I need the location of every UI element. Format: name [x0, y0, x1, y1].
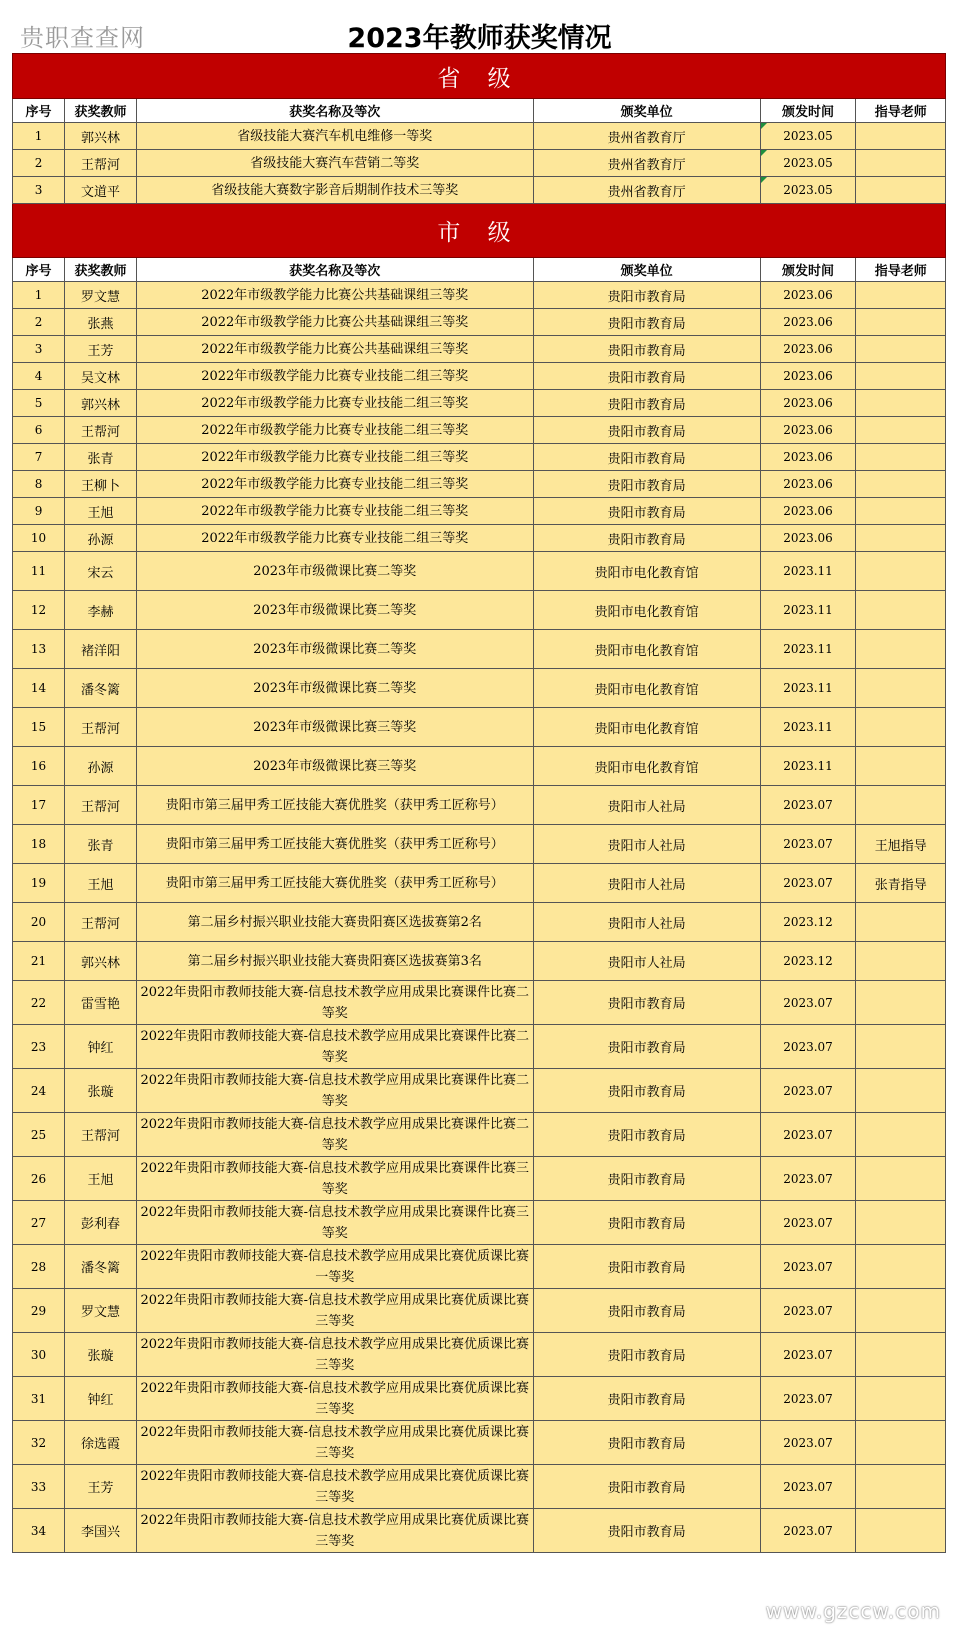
- cell-issuer: 贵阳市教育局: [533, 1509, 760, 1553]
- col-header-issuer: 颁奖单位: [533, 99, 760, 123]
- cell-no: 1: [13, 123, 65, 150]
- cell-award: 2022年贵阳市教师技能大赛-信息技术教学应用成果比赛课件比赛二等奖: [136, 1025, 533, 1069]
- section-banner: [13, 204, 946, 258]
- table-row: [13, 591, 946, 630]
- cell-issuer: 贵阳市电化教育馆: [533, 708, 760, 747]
- cell-award: 2022年贵阳市教师技能大赛-信息技术教学应用成果比赛优质课比赛三等奖: [136, 1509, 533, 1553]
- cell-teacher: 吴文林: [65, 363, 137, 390]
- cell-teacher: 张璇: [65, 1333, 137, 1377]
- cell-advisor: [856, 981, 946, 1025]
- cell-teacher: 王帮河: [65, 903, 137, 942]
- cell-award: 贵阳市第三届甲秀工匠技能大赛优胜奖（获甲秀工匠称号）: [136, 786, 533, 825]
- table-row: [13, 1289, 946, 1333]
- table-row: [13, 123, 946, 150]
- table-row: [13, 417, 946, 444]
- cell-issuer: 贵州省教育厅: [533, 123, 760, 150]
- cell-award: 2023年市级微课比赛二等奖: [136, 552, 533, 591]
- table-row: [13, 903, 946, 942]
- cell-teacher: 王柳卜: [65, 471, 137, 498]
- cell-date: 2023.07: [760, 1333, 856, 1377]
- table-row: [13, 864, 946, 903]
- cell-award: 2023年市级微课比赛三等奖: [136, 747, 533, 786]
- table-row: [13, 390, 946, 417]
- cell-no: 31: [13, 1377, 65, 1421]
- cell-advisor: [856, 747, 946, 786]
- cell-advisor: [856, 942, 946, 981]
- cell-advisor: [856, 1025, 946, 1069]
- cell-date: 2023.12: [760, 903, 856, 942]
- cell-date: 2023.07: [760, 1509, 856, 1553]
- cell-award: 2022年贵阳市教师技能大赛-信息技术教学应用成果比赛课件比赛二等奖: [136, 981, 533, 1025]
- cell-issuer: 贵阳市电化教育馆: [533, 552, 760, 591]
- cell-advisor: [856, 498, 946, 525]
- cell-award: 2022年市级教学能力比赛公共基础课组三等奖: [136, 282, 533, 309]
- cell-issuer: 贵阳市教育局: [533, 1025, 760, 1069]
- table-row: [13, 444, 946, 471]
- cell-advisor: [856, 1201, 946, 1245]
- cell-teacher: 李国兴: [65, 1509, 137, 1553]
- table-row: [13, 747, 946, 786]
- cell-no: 3: [13, 336, 65, 363]
- cell-issuer: 贵州省教育厅: [533, 177, 760, 204]
- cell-no: 7: [13, 444, 65, 471]
- cell-teacher: 褚洋阳: [65, 630, 137, 669]
- cell-no: 30: [13, 1333, 65, 1377]
- cell-advisor: [856, 525, 946, 552]
- cell-advisor: [856, 471, 946, 498]
- cell-award: 2022年贵阳市教师技能大赛-信息技术教学应用成果比赛优质课比赛三等奖: [136, 1333, 533, 1377]
- cell-award: 2023年市级微课比赛三等奖: [136, 708, 533, 747]
- cell-teacher: 王旭: [65, 1157, 137, 1201]
- cell-issuer: 贵阳市教育局: [533, 498, 760, 525]
- table-row: [13, 1333, 946, 1377]
- cell-date: 2023.07: [760, 1113, 856, 1157]
- table-row: [13, 471, 946, 498]
- cell-date: 2023.07: [760, 1377, 856, 1421]
- cell-teacher: 彭利春: [65, 1201, 137, 1245]
- cell-award: 省级技能大赛汽车营销二等奖: [136, 150, 533, 177]
- cell-award: 2022年市级教学能力比赛专业技能二组三等奖: [136, 390, 533, 417]
- section-title: 市 级: [13, 204, 946, 258]
- cell-no: 24: [13, 1069, 65, 1113]
- cell-date: 2023.11: [760, 630, 856, 669]
- cell-teacher: 孙源: [65, 525, 137, 552]
- cell-teacher: 王帮河: [65, 786, 137, 825]
- table-row: [13, 942, 946, 981]
- cell-award: 2022年贵阳市教师技能大赛-信息技术教学应用成果比赛优质课比赛三等奖: [136, 1377, 533, 1421]
- awards-sheet: [12, 53, 946, 1553]
- cell-issuer: 贵阳市教育局: [533, 1333, 760, 1377]
- cell-teacher: 王帮河: [65, 1113, 137, 1157]
- cell-issuer: 贵阳市教育局: [533, 1245, 760, 1289]
- cell-advisor: [856, 417, 946, 444]
- table-row: [13, 1509, 946, 1553]
- table-row: [13, 1421, 946, 1465]
- cell-award: 省级技能大赛汽车机电维修一等奖: [136, 123, 533, 150]
- cell-no: 34: [13, 1509, 65, 1553]
- col-header-date: 颁发时间: [760, 99, 856, 123]
- cell-advisor: [856, 1113, 946, 1157]
- cell-award: 2022年贵阳市教师技能大赛-信息技术教学应用成果比赛优质课比赛三等奖: [136, 1421, 533, 1465]
- table-row: [13, 1377, 946, 1421]
- cell-award: 省级技能大赛数字影音后期制作技术三等奖: [136, 177, 533, 204]
- cell-teacher: 雷雪艳: [65, 981, 137, 1025]
- cell-no: 17: [13, 786, 65, 825]
- cell-date: 2023.11: [760, 747, 856, 786]
- cell-award: 贵阳市第三届甲秀工匠技能大赛优胜奖（获甲秀工匠称号）: [136, 825, 533, 864]
- cell-teacher: 王旭: [65, 498, 137, 525]
- cell-no: 26: [13, 1157, 65, 1201]
- cell-advisor: [856, 1245, 946, 1289]
- cell-issuer: 贵阳市教育局: [533, 1289, 760, 1333]
- table-row: [13, 1025, 946, 1069]
- cell-teacher: 郭兴林: [65, 123, 137, 150]
- cell-award: 第二届乡村振兴职业技能大赛贵阳赛区选拔赛第2名: [136, 903, 533, 942]
- table-row: [13, 630, 946, 669]
- cell-no: 33: [13, 1465, 65, 1509]
- cell-advisor: [856, 177, 946, 204]
- cell-date: 2023.07: [760, 864, 856, 903]
- cell-no: 19: [13, 864, 65, 903]
- cell-advisor: 张青指导: [856, 864, 946, 903]
- cell-award: 2022年市级教学能力比赛专业技能二组三等奖: [136, 417, 533, 444]
- table-header-row: [13, 99, 946, 123]
- cell-advisor: [856, 552, 946, 591]
- cell-issuer: 贵阳市教育局: [533, 1201, 760, 1245]
- cell-issuer: 贵阳市电化教育馆: [533, 591, 760, 630]
- cell-issuer: 贵阳市人社局: [533, 825, 760, 864]
- cell-no: 2: [13, 150, 65, 177]
- table-row: [13, 309, 946, 336]
- cell-advisor: [856, 903, 946, 942]
- cell-date: 2023.07: [760, 1025, 856, 1069]
- table-row: [13, 552, 946, 591]
- cell-advisor: [856, 1377, 946, 1421]
- cell-date: 2023.06: [760, 390, 856, 417]
- cell-date: 2023.07: [760, 1289, 856, 1333]
- cell-no: 11: [13, 552, 65, 591]
- cell-teacher: 李赫: [65, 591, 137, 630]
- cell-no: 23: [13, 1025, 65, 1069]
- cell-date: 2023.11: [760, 708, 856, 747]
- cell-date: 2023.07: [760, 1069, 856, 1113]
- cell-teacher: 钟红: [65, 1025, 137, 1069]
- cell-advisor: [856, 150, 946, 177]
- cell-teacher: 钟红: [65, 1377, 137, 1421]
- cell-no: 32: [13, 1421, 65, 1465]
- cell-award: 2023年市级微课比赛二等奖: [136, 591, 533, 630]
- cell-teacher: 潘冬篱: [65, 1245, 137, 1289]
- cell-issuer: 贵阳市电化教育馆: [533, 747, 760, 786]
- cell-advisor: [856, 1157, 946, 1201]
- col-header-award: 获奖名称及等次: [136, 99, 533, 123]
- cell-award: 2022年市级教学能力比赛专业技能二组三等奖: [136, 498, 533, 525]
- cell-date: 2023.07: [760, 1421, 856, 1465]
- table-row: [13, 1245, 946, 1289]
- cell-date: 2023.06: [760, 444, 856, 471]
- table-row: [13, 336, 946, 363]
- cell-teacher: 王芳: [65, 1465, 137, 1509]
- cell-date: 2023.07: [760, 1245, 856, 1289]
- cell-teacher: 郭兴林: [65, 942, 137, 981]
- table-row: [13, 177, 946, 204]
- cell-no: 29: [13, 1289, 65, 1333]
- cell-advisor: [856, 1509, 946, 1553]
- table-row: [13, 1201, 946, 1245]
- table-row: [13, 1465, 946, 1509]
- cell-teacher: 潘冬篱: [65, 669, 137, 708]
- cell-date: 2023.12: [760, 942, 856, 981]
- cell-date: 2023.06: [760, 309, 856, 336]
- cell-issuer: 贵阳市教育局: [533, 1465, 760, 1509]
- cell-award: 2022年市级教学能力比赛专业技能二组三等奖: [136, 363, 533, 390]
- table-row: [13, 1113, 946, 1157]
- cell-issuer: 贵阳市人社局: [533, 786, 760, 825]
- cell-no: 1: [13, 282, 65, 309]
- cell-teacher: 王芳: [65, 336, 137, 363]
- cell-no: 6: [13, 417, 65, 444]
- col-header-issuer: 颁奖单位: [533, 258, 760, 282]
- table-row: [13, 981, 946, 1025]
- cell-teacher: 王帮河: [65, 150, 137, 177]
- cell-issuer: 贵阳市教育局: [533, 981, 760, 1025]
- col-header-teacher: 获奖教师: [65, 99, 137, 123]
- cell-date: 2023.07: [760, 825, 856, 864]
- cell-no: 9: [13, 498, 65, 525]
- cell-issuer: 贵阳市教育局: [533, 363, 760, 390]
- col-header-advisor: 指导老师: [856, 258, 946, 282]
- cell-advisor: [856, 1465, 946, 1509]
- cell-date: 2023.07: [760, 1157, 856, 1201]
- cell-no: 4: [13, 363, 65, 390]
- col-header-no: 序号: [13, 258, 65, 282]
- cell-teacher: 罗文慧: [65, 282, 137, 309]
- cell-issuer: 贵阳市教育局: [533, 471, 760, 498]
- col-header-date: 颁发时间: [760, 258, 856, 282]
- cell-award: 2023年市级微课比赛二等奖: [136, 669, 533, 708]
- cell-advisor: [856, 669, 946, 708]
- col-header-advisor: 指导老师: [856, 99, 946, 123]
- cell-date: 2023.06: [760, 471, 856, 498]
- cell-advisor: [856, 630, 946, 669]
- awards-table: [12, 53, 946, 1553]
- cell-date: 2023.05: [760, 150, 856, 177]
- cell-issuer: 贵州省教育厅: [533, 150, 760, 177]
- cell-teacher: 王旭: [65, 864, 137, 903]
- cell-advisor: [856, 363, 946, 390]
- cell-award: 2022年贵阳市教师技能大赛-信息技术教学应用成果比赛课件比赛三等奖: [136, 1157, 533, 1201]
- cell-advisor: [856, 1069, 946, 1113]
- cell-issuer: 贵阳市教育局: [533, 390, 760, 417]
- cell-date: 2023.06: [760, 336, 856, 363]
- cell-award: 第二届乡村振兴职业技能大赛贵阳赛区选拔赛第3名: [136, 942, 533, 981]
- table-header-row: [13, 258, 946, 282]
- col-header-teacher: 获奖教师: [65, 258, 137, 282]
- cell-date: 2023.11: [760, 669, 856, 708]
- cell-issuer: 贵阳市教育局: [533, 1421, 760, 1465]
- cell-teacher: 罗文慧: [65, 1289, 137, 1333]
- table-row: [13, 708, 946, 747]
- table-row: [13, 669, 946, 708]
- cell-no: 20: [13, 903, 65, 942]
- cell-date: 2023.06: [760, 282, 856, 309]
- cell-no: 10: [13, 525, 65, 552]
- cell-teacher: 张燕: [65, 309, 137, 336]
- cell-date: 2023.05: [760, 123, 856, 150]
- cell-no: 8: [13, 471, 65, 498]
- cell-teacher: 张璇: [65, 1069, 137, 1113]
- cell-award: 2022年贵阳市教师技能大赛-信息技术教学应用成果比赛课件比赛二等奖: [136, 1113, 533, 1157]
- cell-date: 2023.11: [760, 552, 856, 591]
- table-row: [13, 525, 946, 552]
- table-row: [13, 498, 946, 525]
- cell-award: 2022年贵阳市教师技能大赛-信息技术教学应用成果比赛课件比赛三等奖: [136, 1201, 533, 1245]
- cell-advisor: 王旭指导: [856, 825, 946, 864]
- cell-issuer: 贵阳市教育局: [533, 1157, 760, 1201]
- cell-advisor: [856, 282, 946, 309]
- cell-advisor: [856, 708, 946, 747]
- cell-date: 2023.06: [760, 525, 856, 552]
- cell-award: 2022年市级教学能力比赛公共基础课组三等奖: [136, 336, 533, 363]
- cell-advisor: [856, 1421, 946, 1465]
- cell-issuer: 贵阳市人社局: [533, 942, 760, 981]
- cell-teacher: 张青: [65, 825, 137, 864]
- cell-award: 2023年市级微课比赛二等奖: [136, 630, 533, 669]
- cell-advisor: [856, 123, 946, 150]
- cell-date: 2023.06: [760, 498, 856, 525]
- cell-no: 14: [13, 669, 65, 708]
- cell-no: 27: [13, 1201, 65, 1245]
- cell-advisor: [856, 336, 946, 363]
- cell-teacher: 徐选霞: [65, 1421, 137, 1465]
- cell-no: 5: [13, 390, 65, 417]
- cell-no: 16: [13, 747, 65, 786]
- cell-no: 25: [13, 1113, 65, 1157]
- cell-issuer: 贵阳市教育局: [533, 1377, 760, 1421]
- cell-date: 2023.05: [760, 177, 856, 204]
- section-title: 省 级: [13, 54, 946, 99]
- cell-date: 2023.07: [760, 1201, 856, 1245]
- cell-issuer: 贵阳市人社局: [533, 864, 760, 903]
- cell-award: 2022年市级教学能力比赛公共基础课组三等奖: [136, 309, 533, 336]
- cell-teacher: 王帮河: [65, 417, 137, 444]
- cell-award: 2022年贵阳市教师技能大赛-信息技术教学应用成果比赛优质课比赛三等奖: [136, 1289, 533, 1333]
- cell-award: 2022年市级教学能力比赛专业技能二组三等奖: [136, 471, 533, 498]
- cell-date: 2023.06: [760, 363, 856, 390]
- cell-award: 2022年贵阳市教师技能大赛-信息技术教学应用成果比赛优质课比赛一等奖: [136, 1245, 533, 1289]
- table-row: [13, 825, 946, 864]
- cell-issuer: 贵阳市教育局: [533, 1113, 760, 1157]
- cell-issuer: 贵阳市教育局: [533, 417, 760, 444]
- cell-award: 2022年贵阳市教师技能大赛-信息技术教学应用成果比赛优质课比赛三等奖: [136, 1465, 533, 1509]
- cell-teacher: 张青: [65, 444, 137, 471]
- cell-issuer: 贵阳市教育局: [533, 282, 760, 309]
- cell-teacher: 文道平: [65, 177, 137, 204]
- col-header-award: 获奖名称及等次: [136, 258, 533, 282]
- cell-award: 贵阳市第三届甲秀工匠技能大赛优胜奖（获甲秀工匠称号）: [136, 864, 533, 903]
- table-row: [13, 150, 946, 177]
- cell-date: 2023.07: [760, 1465, 856, 1509]
- cell-teacher: 宋云: [65, 552, 137, 591]
- cell-issuer: 贵阳市教育局: [533, 1069, 760, 1113]
- cell-award: 2022年贵阳市教师技能大赛-信息技术教学应用成果比赛课件比赛二等奖: [136, 1069, 533, 1113]
- watermark-bottom: www.gzccw.com: [765, 1599, 941, 1623]
- table-row: [13, 363, 946, 390]
- cell-issuer: 贵阳市人社局: [533, 903, 760, 942]
- page-title: 2023年教师获奖情况: [347, 23, 612, 54]
- cell-date: 2023.07: [760, 786, 856, 825]
- table-row: [13, 1157, 946, 1201]
- cell-no: 12: [13, 591, 65, 630]
- cell-no: 21: [13, 942, 65, 981]
- table-row: [13, 282, 946, 309]
- cell-teacher: 郭兴林: [65, 390, 137, 417]
- cell-no: 22: [13, 981, 65, 1025]
- table-row: [13, 1069, 946, 1113]
- cell-advisor: [856, 1333, 946, 1377]
- cell-advisor: [856, 309, 946, 336]
- cell-teacher: 王帮河: [65, 708, 137, 747]
- cell-award: 2022年市级教学能力比赛专业技能二组三等奖: [136, 525, 533, 552]
- cell-teacher: 孙源: [65, 747, 137, 786]
- awards-table-body: [13, 54, 946, 1553]
- section-banner: [13, 54, 946, 99]
- cell-advisor: [856, 591, 946, 630]
- watermark-top: 贵职查查网: [20, 24, 145, 52]
- cell-issuer: 贵阳市教育局: [533, 336, 760, 363]
- cell-advisor: [856, 390, 946, 417]
- cell-issuer: 贵阳市教育局: [533, 309, 760, 336]
- table-row: [13, 786, 946, 825]
- col-header-no: 序号: [13, 99, 65, 123]
- cell-no: 28: [13, 1245, 65, 1289]
- cell-award: 2022年市级教学能力比赛专业技能二组三等奖: [136, 444, 533, 471]
- cell-issuer: 贵阳市电化教育馆: [533, 630, 760, 669]
- cell-issuer: 贵阳市教育局: [533, 525, 760, 552]
- cell-advisor: [856, 444, 946, 471]
- cell-issuer: 贵阳市教育局: [533, 444, 760, 471]
- cell-date: 2023.07: [760, 981, 856, 1025]
- cell-no: 3: [13, 177, 65, 204]
- cell-issuer: 贵阳市电化教育馆: [533, 669, 760, 708]
- cell-no: 15: [13, 708, 65, 747]
- cell-advisor: [856, 1289, 946, 1333]
- cell-date: 2023.06: [760, 417, 856, 444]
- cell-date: 2023.11: [760, 591, 856, 630]
- cell-no: 18: [13, 825, 65, 864]
- cell-no: 13: [13, 630, 65, 669]
- cell-no: 2: [13, 309, 65, 336]
- cell-advisor: [856, 786, 946, 825]
